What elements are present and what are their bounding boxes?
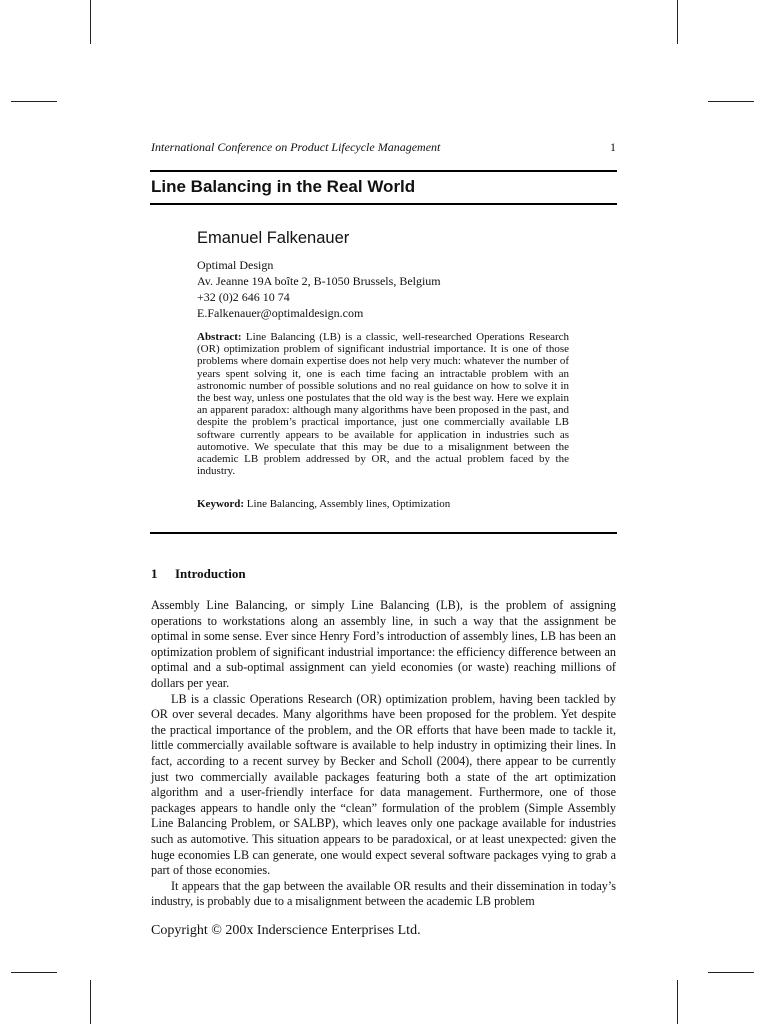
paragraph: Assembly Line Balancing, or simply Line Balancing (LB), is the problem of assigning operations to workstations along an assembly line, in such a way that the assignment be optimal in some sense. Ever since Henry Ford’s introduction of assembly lines, LB has been an optimization problem of significant industrial importance: the efficiency difference between an optimal and a sub-optimal assignment can yield economies (or waste) reaching millions of dollars per year. [151,598,616,690]
affiliation [197,257,441,321]
title-rule-bottom [150,203,617,205]
section-heading [151,566,246,582]
keyword-label: Keyword: [197,498,245,510]
crop-mark [677,980,678,1024]
conference-name: International Conference on Product Lifecycle Management [151,140,441,154]
abstract-rule [150,532,617,534]
affiliation-email: E.Falkenauer@optimaldesign.com [197,306,364,320]
section-title: Introduction [175,566,246,581]
author-name: Emanuel Falkenauer [197,229,350,247]
crop-mark [90,980,91,1024]
title-rule-top [150,170,617,172]
paragraph: LB is a classic Operations Research (OR) optimization problem, having been tackled by OR over several decades. Many algorithms have been proposed for the problem. Yet despite the practical importance of the problem, and the OR efforts that have been made to tackle it, little commercially available software is available to help industry in optimizing their lines. In fact, according to a recent survey by Becker and Scholl (2004), there appear to be currently just two commercially available packages featuring both a state of the art optimization algorithm and a user-friendly interface for data management. Furthermore, one of those packages appears to handle only the “clean” formulation of the problem (Simple Assembly Line Balancing Problem, or SALBP), which leaves only one package available for industries such as automotive. This situation appears to be paradoxical, or at least unexpected: given the huge economies LB can generate, one would expect several software packages vying to grab a part of those economies. [151,691,616,878]
keywords [197,498,450,510]
abstract [197,331,569,477]
abstract-text: Line Balancing (LB) is a classic, well-researched Operations Research (OR) optimization problem of significant industrial importance. It is one of those problems where domain expertise does not help very much: whatever the number of years spent solving it, one is each time facing an intractable problem with an astronomic number of possible solutions and no real guidance on how to solve it in the best way, unless one postulates that the old way is the best way. Here we explain an apparent paradox: although many algorithms have been proposed in the past, and despite the problem’s practical importance, just one commercially available LB software currently appears to be available for application in industries such as automotive. We speculate that this may be due to a misalignment between the academic LB problem addressed by OR, and the actual problem faced by the industry. [197,331,570,478]
page-number: 1 [610,140,616,154]
crop-mark [11,972,57,973]
abstract-label: Abstract: [197,331,242,343]
paragraph: It appears that the gap between the available OR results and their dissemination in today’s industry, is probably due to a misalignment between the academic LB problem [151,878,616,909]
affiliation-address: Av. Jeanne 19A boîte 2, B-1050 Brussels, Belgium [197,274,441,288]
section-body [151,598,616,910]
crop-mark [11,101,57,102]
paper-title: Line Balancing in the Real World [151,177,416,196]
running-head [151,140,616,155]
keyword-text: Line Balancing, Assembly lines, Optimization [246,498,451,510]
crop-mark [708,101,754,102]
section-number: 1 [151,566,158,581]
crop-mark [708,972,754,973]
affiliation-phone: +32 (0)2 646 10 74 [197,290,290,304]
copyright-notice: Copyright © 200x Inderscience Enterprises Ltd. [151,923,421,938]
crop-mark [90,0,91,44]
crop-mark [677,0,678,44]
affiliation-org: Optimal Design [197,258,274,272]
